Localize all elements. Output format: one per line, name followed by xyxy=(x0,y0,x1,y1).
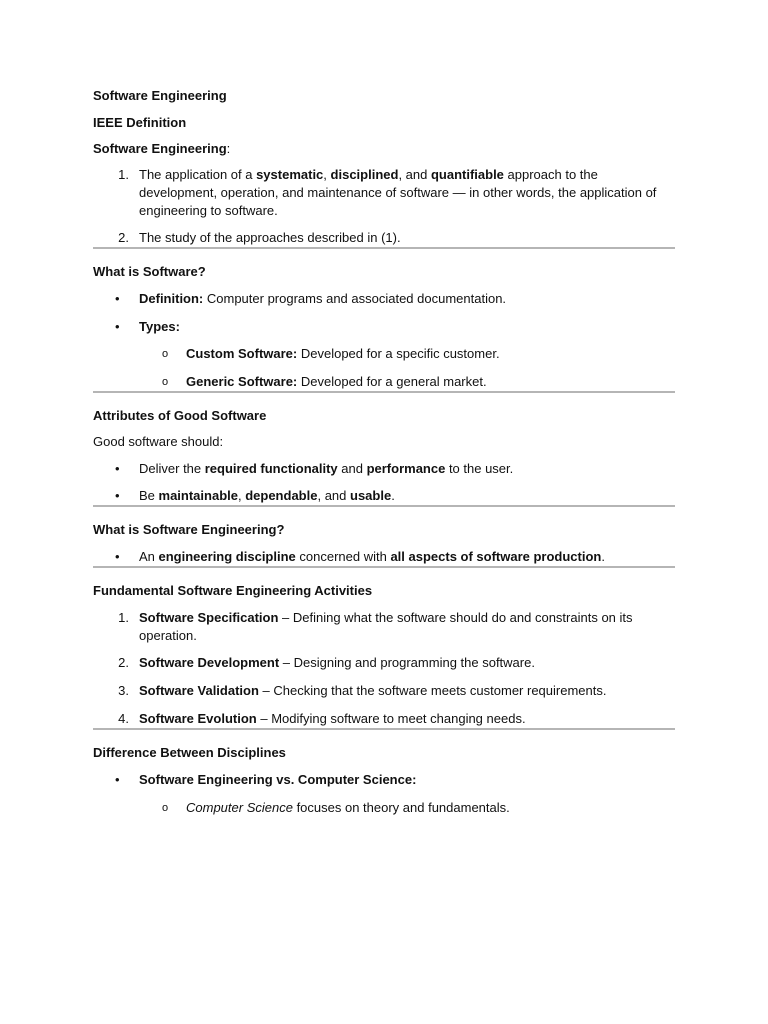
activity-item xyxy=(93,654,675,672)
bullet-glyph: • xyxy=(115,291,120,306)
bullet-engineering-discipline xyxy=(93,548,675,566)
bold-run: usable xyxy=(350,488,392,503)
text-run: Computer programs and associated documentation. xyxy=(203,291,507,306)
italic-run: Computer Science xyxy=(186,800,293,815)
term-colon: : xyxy=(226,141,231,156)
bold-label: Software Validation xyxy=(139,683,259,698)
text-run: . xyxy=(601,549,605,564)
intro-text: Good software should: xyxy=(93,434,224,449)
bold-label: Software Evolution xyxy=(139,711,257,726)
bold-run: required functionality xyxy=(204,461,338,476)
text-run: Deliver the xyxy=(139,461,205,476)
definition-item-2 xyxy=(93,229,675,247)
item-number: 2. xyxy=(118,230,129,245)
sub-bullet-custom xyxy=(93,345,675,363)
text-run: Be xyxy=(139,488,159,503)
activity-item xyxy=(93,609,675,645)
bullet-deliver xyxy=(93,460,675,478)
section-title-what-is-se: What is Software Engineering? xyxy=(93,522,285,537)
bold-quantifiable: quantifiable xyxy=(430,167,504,182)
item-number: 1. xyxy=(118,610,129,625)
bullet-se-vs-cs xyxy=(93,771,675,789)
bold-label: Software Development xyxy=(139,655,280,670)
item-number: 3. xyxy=(118,683,129,698)
activity-item xyxy=(93,710,675,728)
section-title-attributes: Attributes of Good Software xyxy=(93,408,267,423)
text-run: approach to the development, operation, and maintenance of software — in other words, the application of engineering to software. xyxy=(139,167,657,218)
item-number: 1. xyxy=(118,167,129,182)
text-run: Developed for a specific customer. xyxy=(297,346,500,361)
text-run: – Checking that the software meets customer requirements. xyxy=(258,683,607,698)
section-divider xyxy=(93,566,675,568)
section-title-activities: Fundamental Software Engineering Activities xyxy=(93,583,373,598)
document-body xyxy=(93,87,675,817)
bold-label: Types: xyxy=(139,319,180,334)
text-run: – Designing and programming the software. xyxy=(279,655,535,670)
section-divider xyxy=(93,728,675,730)
text-run: focuses on theory and fundamentals. xyxy=(292,800,510,815)
bold-run: performance xyxy=(366,461,446,476)
section-divider xyxy=(93,505,675,507)
bullet-glyph: • xyxy=(115,488,120,503)
bold-label: Definition: xyxy=(139,291,204,306)
bold-run: all aspects of software production xyxy=(390,549,602,564)
sub-bullet-generic xyxy=(93,373,675,391)
section-divider xyxy=(93,391,675,393)
text-run: , xyxy=(323,167,331,182)
bullet-glyph: • xyxy=(115,319,120,334)
bold-systematic: systematic xyxy=(256,167,324,182)
text-run: and xyxy=(337,461,367,476)
item-text: The study of the approaches described in (1). xyxy=(139,230,401,245)
bold-label: Custom Software: xyxy=(186,346,298,361)
text-run: . xyxy=(391,488,395,503)
doc-title: Software Engineering xyxy=(93,88,227,103)
bold-label: Generic Software: xyxy=(186,374,298,389)
text-run: , and xyxy=(317,488,350,503)
text-run: Developed for a general market. xyxy=(297,374,487,389)
text-run: , xyxy=(237,488,246,503)
bullet-glyph: • xyxy=(115,461,120,476)
bullet-definition xyxy=(93,290,675,308)
definition-item-1 xyxy=(93,166,675,220)
bullet-glyph: • xyxy=(115,549,120,564)
section-subtitle: IEEE Definition xyxy=(93,115,187,130)
text-run: , and xyxy=(398,167,431,182)
text-run: The application of a xyxy=(139,167,257,182)
bold-label: Software Engineering vs. Computer Science: xyxy=(139,772,417,787)
bold-run: maintainable xyxy=(158,488,238,503)
sub-bullet-computer-science xyxy=(93,799,675,817)
text-run: concerned with xyxy=(295,549,391,564)
text-run: An xyxy=(139,549,159,564)
circle-glyph: o xyxy=(162,376,169,388)
term-bold: Software Engineering xyxy=(93,141,227,156)
circle-glyph: o xyxy=(162,348,169,360)
text-run: – Modifying software to meet changing needs. xyxy=(256,711,526,726)
text-run: to the user. xyxy=(445,461,514,476)
item-number: 4. xyxy=(118,711,129,726)
section-divider xyxy=(93,247,675,249)
bold-run: dependable xyxy=(245,488,318,503)
bold-run: engineering discipline xyxy=(158,549,296,564)
bullet-be xyxy=(93,487,675,505)
bold-disciplined: disciplined xyxy=(330,167,399,182)
circle-glyph: o xyxy=(162,802,169,814)
term-line xyxy=(93,140,675,158)
section-title-what-is-software: What is Software? xyxy=(93,264,206,279)
text-run: – Defining what the software should do and constraints on its operation. xyxy=(139,610,633,643)
section-title-difference: Difference Between Disciplines xyxy=(93,745,286,760)
bullet-types xyxy=(93,318,675,336)
activity-item xyxy=(93,682,675,700)
bullet-glyph: • xyxy=(115,772,120,787)
bold-label: Software Specification xyxy=(139,610,279,625)
item-number: 2. xyxy=(118,655,129,670)
